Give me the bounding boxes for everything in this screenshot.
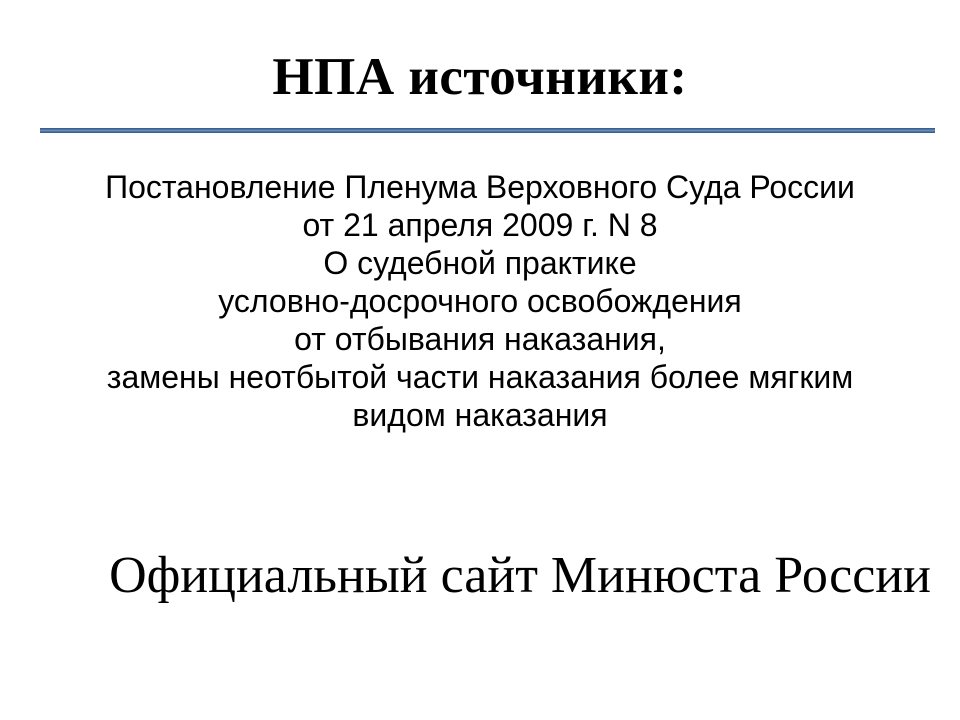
body-text-block [0,168,960,434]
body-line: замены неотбытой части наказания более мягким [106,359,854,395]
body-line: Постановление Пленума Верховного Суда России [105,169,855,205]
footer-text: Официальный сайт Минюста России [109,547,931,604]
body-line: условно-досрочного освобождения [218,283,742,319]
body-line: видом наказания [352,397,608,433]
title-divider-line [40,128,935,133]
body-line: О судебной практике [323,245,637,281]
slide-title: НПА источники: [272,48,688,106]
body-line: от отбывания наказания, [294,321,666,357]
body-line: от 21 апреля 2009 г. N 8 [302,207,658,243]
